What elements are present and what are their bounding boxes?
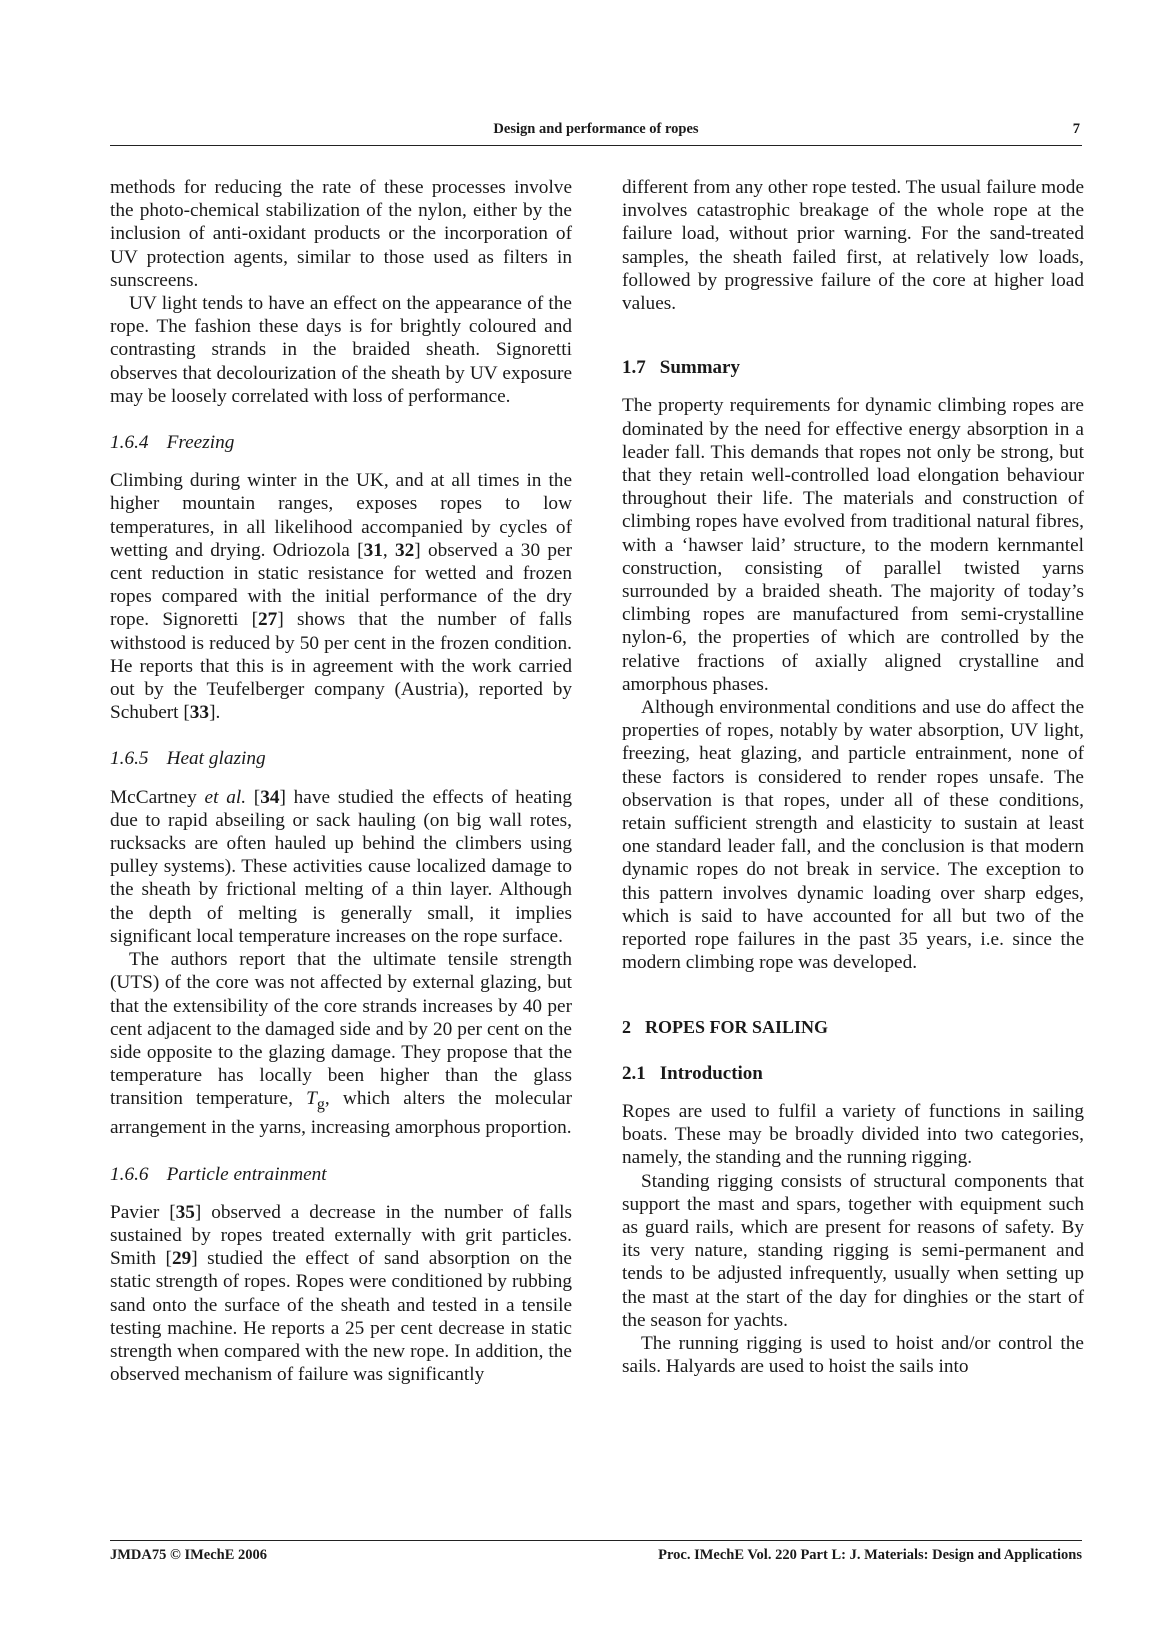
section-number: 2 (622, 1016, 631, 1037)
text-run: Pavier [ (110, 1201, 176, 1223)
section-number: 1.7 (622, 357, 646, 379)
paragraph: Standing rigging consists of structural components that support the mast and spars, together with equipment such as guard rails, which are present for reasons of safety. By its very nature, standing rigging is semi-permanent and tends to be adjusted infrequently, usually when setting up the mast at the start of the day for dinghies or the start of the season for yachts. (622, 1170, 1084, 1331)
text-run: ] studied the effect of sand absorption on the static strength of ropes. Ropes were conditioned by rubbing sand onto the surface of the sheath and tested in a tensile testing machine. He reports a 25 per cent decrease in static strength when compared with the new rope. In addition, the observed mechanism of failure was significantly (110, 1248, 572, 1386)
text-run: ] have studied the effects of heating due to rapid abseiling or sack hauling (on big wall rotes, rucksacks are often hauled up behind the climbers using pulley systems). These activities cause localized damage to the sheath by frictional melting of a thin layer. Although the depth of melting is generally small, it implies significant local temperature increases on the rope surface. (110, 786, 572, 947)
citation: 27 (258, 609, 278, 631)
section-number: 1.6.5 (110, 748, 149, 770)
paragraph: Although environmental conditions and use do affect the properties of ropes, notably by water absorption, UV light, freezing, heat glazing, and particle entrainment, none of these factors is considered to render ropes unsafe. The observation is that ropes, under all of these conditions, retain sufficient strength and elasticity to sustain at least one standard leader fall, and the conclusion is that modern dynamic ropes do not break in service. The exception to this pattern involves dynamic loading over sharp edges, which is said to have accounted for all but two of the reported rope failures in the past 35 years, i.e. since the modern climbing rope was developed. (622, 697, 1084, 974)
paragraph: methods for reducing the rate of these processes involve the photo-chemical stabilization of the nylon, either by the inclusion of anti-oxidant products or the incorporation of UV protection agents, similar to those used as filters in sunscreens. (110, 177, 572, 291)
section-heading-1-6-4 (110, 431, 572, 454)
section-heading-1-6-6 (110, 1163, 572, 1186)
paragraph (110, 786, 572, 948)
section-number: 2.1 (622, 1062, 646, 1084)
footer-journal-code: JMDA75 © IMechE 2006 (110, 1547, 268, 1563)
text-run: The authors report that the ultimate tensile strength (UTS) of the core was not affected by external glazing, but that the extensibility of the core strands increases by 40 per cent adjacent to the damaged side and by 20 per cent on the side opposite to the glazing damage. They propose that the temperature has locally been higher than the glass transition temperature, (110, 949, 572, 1110)
left-column (110, 176, 572, 1386)
page-number: 7 (1072, 121, 1080, 137)
paragraph: The property requirements for dynamic climbing ropes are dominated by the need for effective energy absorption in a leader fall. This demands that ropes not only be strong, but that they retain well-controlled load elongation behaviour throughout their life. The materials and construction of climbing ropes have evolved from traditional natural fibres, with a ‘hawser laid’ structure, to the modern kernmantel construction, consisting of parallel twisted yarns surrounded by a braided sheath. The majority of today’s climbing ropes are manufactured from semi-crystalline nylon-6, the properties of which are controlled by the relative fractions of axially aligned crystalline and amorphous phases. (622, 395, 1084, 695)
citation: 29 (171, 1248, 192, 1270)
section-heading-2-1 (622, 1062, 1084, 1085)
section-title: Particle entrainment (166, 1163, 327, 1185)
footer-journal-citation: Proc. IMechE Vol. 220 Part L: J. Materials: Design and Applications (658, 1547, 1082, 1563)
section-title: Summary (659, 357, 740, 379)
text-run: ]. (209, 702, 221, 724)
paragraph (110, 948, 572, 1139)
section-number: 1.6.6 (110, 1163, 149, 1185)
citation: 33 (189, 702, 210, 724)
paragraph: The running rigging is used to hoist and/or control the sails. Halyards are used to hoist the sails into (622, 1332, 1084, 1378)
text-run: , (382, 539, 396, 561)
text-run: Climbing during winter in the UK, and at all times in the higher mountain ranges, exposes ropes to low temperatures, in all likelihood accompanied by cycles of wetting and drying. Odriozola [ (110, 470, 572, 561)
section-title: Freezing (166, 432, 235, 454)
page-header (110, 121, 1082, 146)
text-run: McCartney (110, 786, 205, 808)
symbol: T (306, 1088, 317, 1110)
paragraph: UV light tends to have an effect on the appearance of the rope. The fashion these days is for brightly coloured and contrasting strands in the braided sheath. Signoretti observes that decolourization of the sheath by UV exposure may be loosely correlated with loss of performance. (110, 293, 572, 407)
citation: 35 (175, 1201, 195, 1223)
paragraph (110, 1201, 572, 1387)
paragraph (110, 469, 572, 724)
text-run: [ (246, 786, 261, 808)
citation: 34 (260, 786, 280, 808)
paragraph: Ropes are used to fulfil a variety of functions in sailing boats. These may be broadly divided into two categories, namely, the standing and the running rigging. (622, 1100, 1084, 1169)
citation: 31 (363, 539, 383, 561)
text-run: ] observed a 30 per cent reduction in static resistance for wetted and frozen ropes compared with the initial performance of the dry rope. Signoretti [ (110, 539, 573, 631)
text-run: , which alters the molecular arrangement in the yarns, increasing amorphous proportion. (110, 1088, 572, 1139)
running-title: Design and performance of ropes (493, 121, 699, 137)
text-run: et al. (204, 786, 247, 808)
paragraph: different from any other rope tested. The usual failure mode involves catastrophic breakage of the whole rope at the failure load, without prior warning. For the sand-treated samples, the sheath failed first, at relatively low loads, followed by progressive failure of the core at higher load values. (622, 177, 1084, 315)
citation: 32 (395, 539, 415, 561)
right-column (622, 176, 1084, 1378)
text-run: ] observed a decrease in the number of falls sustained by ropes treated externally with grit particles. Smith [ (110, 1201, 573, 1270)
section-title: Heat glazing (166, 748, 266, 770)
section-heading-1-6-5 (110, 747, 572, 770)
text-run: ] shows that the number of falls withstood is reduced by 50 per cent in the frozen condition. He reports that this is in agreement with the work carried out by the Teufelberger company (Austria), reported by Schubert [ (110, 609, 572, 724)
section-title: Introduction (659, 1062, 763, 1084)
symbol-subscript: g (316, 1096, 325, 1114)
page-footer (110, 1540, 1082, 1563)
section-heading-2 (622, 1016, 1084, 1039)
section-title: ROPES FOR SAILING (645, 1016, 829, 1037)
section-heading-1-7 (622, 356, 1084, 379)
section-number: 1.6.4 (110, 432, 149, 454)
